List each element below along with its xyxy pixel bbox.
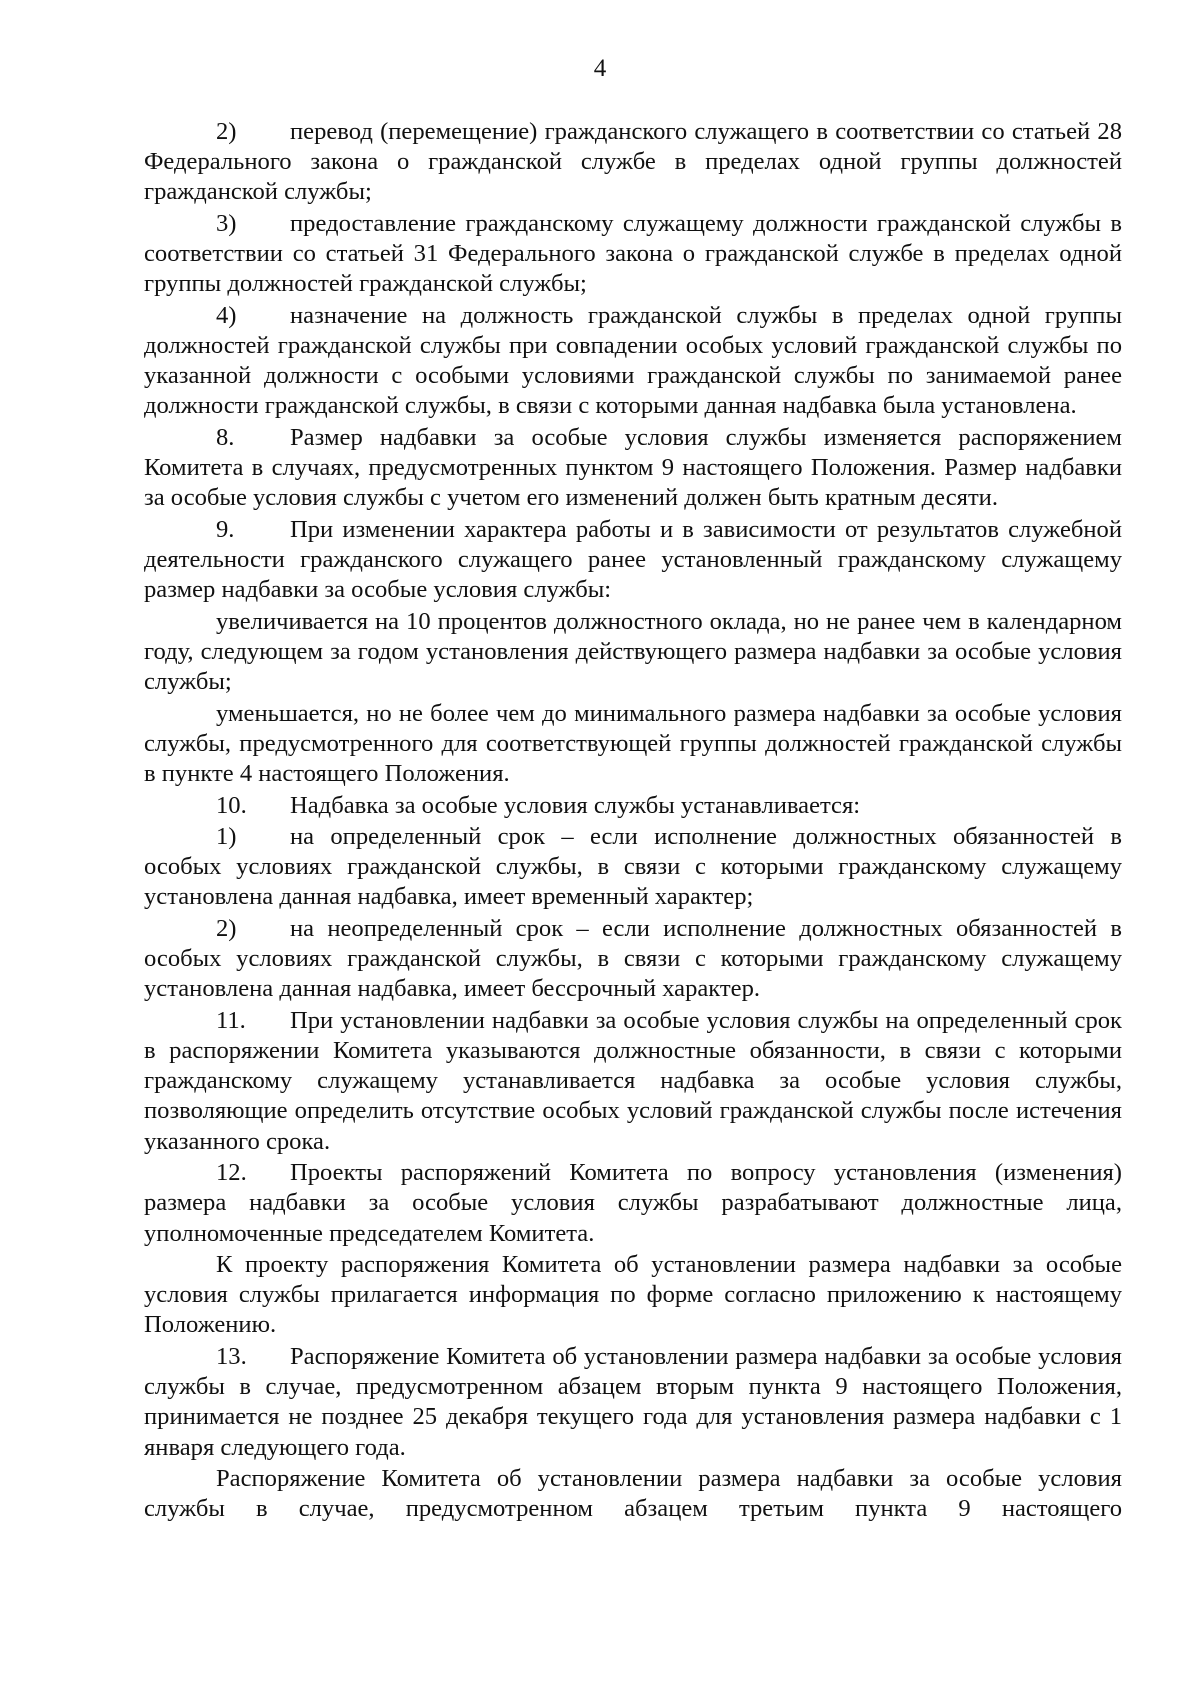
- paragraph-text: Проекты распоряжений Комитета по вопросу установления (изменения) размера надбавки за особые условия службы разрабатывают должностные лица, уполномоченные председателем Комитета.: [144, 1159, 1122, 1247]
- paragraph-9: [144, 515, 1122, 606]
- paragraph-text: Распоряжение Комитета об установлении размера надбавки за особые условия службы в случае, предусмотренном абзацем вторым пункта 9 настоящего Положения, принимается не позднее 25 декабря текущего года для установления размера надбавки с 1 января следующего года.: [144, 1342, 1122, 1461]
- paragraph-number: 2): [216, 118, 237, 145]
- paragraph-text: назначение на должность гражданской службы в пределах одной группы должностей гражданской службы при совпадении особых условий гражданской службы по указанной должности с особыми условиями гражданской службы по занимаемой ранее должности гражданской службы, в связи с которыми данная надбавка была установлена.: [144, 301, 1122, 420]
- paragraph-9-increase: [144, 607, 1122, 698]
- paragraph-number: 13.: [216, 1342, 247, 1370]
- paragraph-text: При установлении надбавки за особые условия службы на определенный срок в распоряжении Комитета указываются должностные обязанности, в связи с которыми гражданскому служащему устанавливается надбавка за особые условия службы, позволяющие определить отсутствие особых условий гражданской службы после истечения указанного срока.: [144, 1006, 1122, 1155]
- paragraph-number: 10.: [216, 791, 247, 819]
- paragraph-number: 2): [216, 914, 237, 942]
- paragraph-13: [144, 1342, 1122, 1463]
- paragraph-12-attachment: [144, 1250, 1122, 1341]
- paragraph-number: 1): [216, 823, 237, 851]
- document-body: [144, 117, 1122, 1526]
- paragraph-10: [144, 791, 1122, 821]
- paragraph-3: [144, 209, 1122, 300]
- paragraph-text: К проекту распоряжения Комитета об установлении размера надбавки за особые условия службы прилагается информация по форме согласно приложению к настоящему Положению.: [144, 1251, 1122, 1339]
- paragraph-13-continued: [144, 1464, 1122, 1524]
- paragraph-text: уменьшается, но не более чем до минимального размера надбавки за особые условия службы, предусмотренного для соответствующей группы должностей гражданской службы в пункте 4 настоящего Положения.: [144, 699, 1122, 788]
- paragraph-11: [144, 1006, 1122, 1157]
- paragraph-number: 11.: [216, 1006, 246, 1034]
- paragraph-number: 9.: [216, 515, 235, 543]
- paragraph-text: увеличивается на 10 процентов должностного оклада, но не ранее чем в календарном году, следующем за годом установления действующего размера надбавки за особые условия службы;: [144, 607, 1122, 696]
- paragraph-number: 8.: [216, 423, 235, 451]
- paragraph-number: 3): [216, 209, 237, 237]
- paragraph-number: 12.: [216, 1159, 247, 1187]
- page-number: 4: [593, 55, 607, 82]
- paragraph-number: 4): [216, 301, 237, 329]
- paragraph-text: Надбавка за особые условия службы устанавливается:: [290, 791, 861, 819]
- paragraph-10-1: [144, 822, 1122, 913]
- paragraph-4: [144, 301, 1122, 422]
- paragraph-10-2: [144, 914, 1122, 1005]
- paragraph-text: Размер надбавки за особые условия службы изменяется распоряжением Комитета в случаях, предусмотренных пунктом 9 настоящего Положения. Размер надбавки за особые условия службы с учетом его изменений должен быть кратным десяти.: [144, 423, 1122, 512]
- paragraph-2: [144, 117, 1122, 208]
- paragraph-text: на определенный срок – если исполнение должностных обязанностей в особых условиях гражданской службы, в связи с которыми гражданскому служащему установлена данная надбавка, имеет временный характер;: [144, 823, 1122, 911]
- paragraph-9-decrease: [144, 699, 1122, 790]
- paragraph-text: Распоряжение Комитета об установлении размера надбавки за особые условия службы в случае, предусмотренном абзацем третьим пункта 9 настоящего: [144, 1465, 1122, 1523]
- paragraph-text: на неопределенный срок – если исполнение должностных обязанностей в особых условиях гражданской службы, в связи с которыми гражданскому служащему установлена данная надбавка, имеет бессрочный характер.: [144, 914, 1122, 1003]
- paragraph-8: [144, 423, 1122, 514]
- paragraph-text: При изменении характера работы и в зависимости от результатов служебной деятельности гражданского служащего ранее установленный гражданскому служащему размер надбавки за особые условия службы:: [144, 515, 1122, 604]
- paragraph-12: [144, 1158, 1122, 1249]
- paragraph-text: перевод (перемещение) гражданского служащего в соответствии со статьей 28 Федерального закона о гражданской службе в пределах одной группы должностей гражданской службы;: [144, 118, 1122, 206]
- paragraph-text: предоставление гражданскому служащему должности гражданской службы в соответствии со статьей 31 Федерального закона о гражданской службе в пределах одной группы должностей гражданской службы;: [144, 209, 1122, 298]
